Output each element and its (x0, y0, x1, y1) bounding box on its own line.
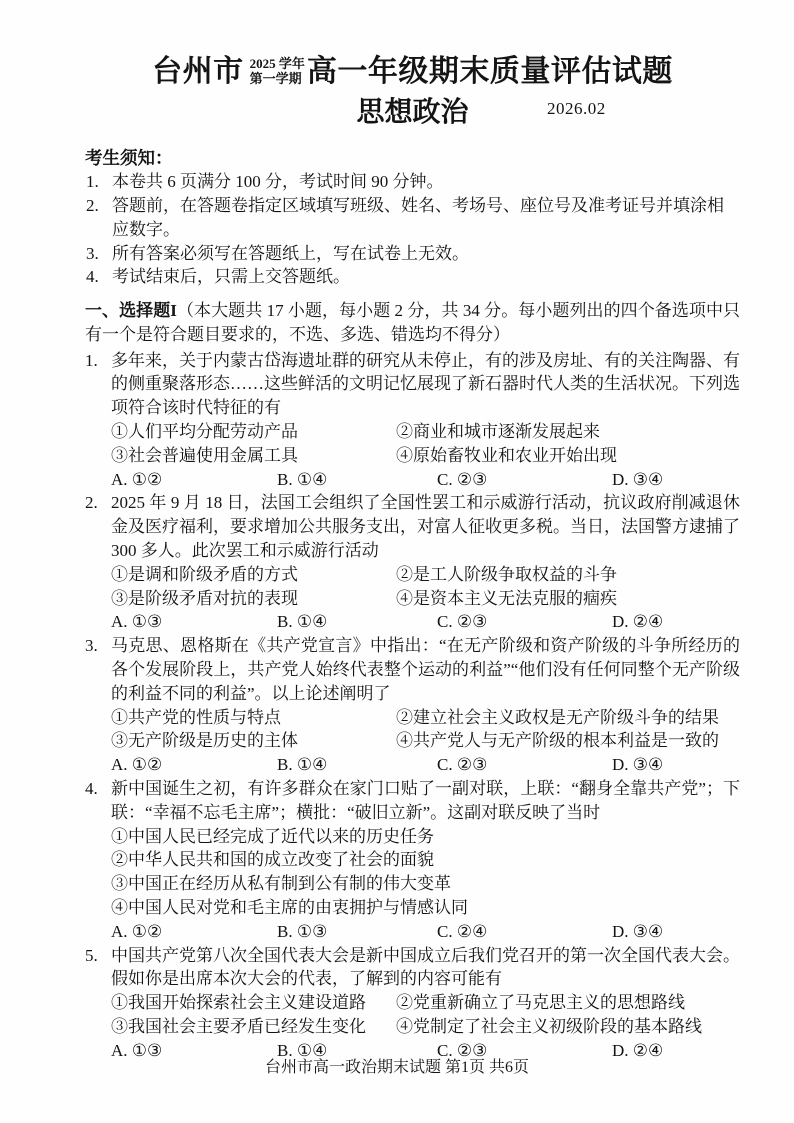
choice-b: B. ①④ (277, 755, 328, 775)
question-options (111, 825, 740, 920)
question-2 (85, 491, 740, 634)
choice-a: A. ①② (111, 469, 163, 489)
option-1: ①共产党的性质与特点 (111, 707, 281, 727)
question-stem: 新中国诞生之初，有许多群众在家门口贴了一副对联，上联：“翻身全靠共产党”；下联：“幸福不忘毛主席”；横批：“破旧立新”。这副对联反映了当时 (111, 779, 740, 822)
exam-city: 台州市 (152, 55, 244, 88)
option-4: ④党制定了社会主义初级阶段的基本路线 (396, 1017, 702, 1036)
section-title: 一、选择题I (85, 301, 177, 321)
exam-term-stack (250, 56, 305, 86)
question-stem: 中国共产党第八次全国代表大会是新中国成立后我们党召开的第一次全国代表大会。假如你是出席本次大会的代表，了解到的内容可能有 (111, 945, 740, 989)
choice-a: A. ①② (111, 755, 163, 775)
notice-item (85, 194, 740, 242)
option-4: ④是资本主义无法克服的痼疾 (396, 588, 617, 608)
choice-d: D. ②④ (612, 612, 664, 632)
question-number: 3. (85, 636, 98, 656)
choice-d: D. ③④ (612, 755, 664, 775)
option-2: ②中华人民共和国的成立改变了社会的面貌 (111, 850, 434, 870)
choice-b: B. ①④ (277, 612, 328, 632)
question-number: 1. (85, 350, 98, 370)
exam-title-rest: 高一年级期末质量评估试题 (306, 55, 673, 88)
choice-d: D. ③④ (612, 921, 664, 941)
choice-a: A. ①② (111, 921, 163, 941)
choice-d: D. ②④ (612, 1040, 664, 1060)
exam-header (85, 52, 740, 132)
answer-choices (111, 468, 740, 492)
question-number: 5. (85, 945, 98, 965)
answer-choices (111, 610, 740, 634)
option-4: ④中国人民对党和毛主席的由衷拥护与情感认同 (111, 898, 468, 918)
option-4: ④原始畜牧业和农业开始出现 (396, 445, 617, 465)
choice-b: B. ①③ (277, 921, 328, 941)
notice-item (85, 170, 740, 194)
candidate-notice (85, 146, 740, 289)
question-stem: 多年来，关于内蒙古岱海遗址群的研究从未停止，有的涉及房址、有的关注陶器、有的侧重聚落形态……这些鲜活的文明记忆展现了新石器时代人类的生活状况。下列选项符合该时代特征的有 (111, 350, 740, 418)
option-2: ②商业和城市逐渐发展起来 (396, 422, 600, 442)
exam-term-semester: 第一学期 (249, 71, 302, 87)
option-2: ②建立社会主义政权是无产阶级斗争的结果 (396, 707, 719, 727)
question-5 (85, 944, 740, 1063)
choice-c: C. ②③ (437, 755, 488, 775)
notice-item (85, 242, 740, 266)
notice-item-text: 考试结束后，只需上交答题纸。 (112, 267, 350, 287)
option-3: ③是阶级矛盾对抗的表现 (111, 588, 298, 608)
answer-choices (111, 920, 740, 944)
choice-a: A. ①③ (111, 1040, 163, 1060)
question-stem: 马克思、恩格斯在《共产党宣言》中指出：“在无产阶级和资产阶级的斗争所经历的各个发展阶段上，共产党人始终代表整个运动的利益”“他们没有任何同整个无产阶级的利益不同的利益”。以上论述阐明了 (111, 636, 740, 703)
option-3: ③我国社会主要矛盾已经发生变化 (111, 1017, 366, 1036)
question-options (111, 563, 740, 611)
question-3 (85, 634, 740, 777)
exam-subject: 思想政治 (356, 97, 469, 129)
question-number: 2. (85, 493, 98, 513)
notice-heading: 考生须知： (85, 148, 173, 169)
choice-d: D. ③④ (612, 469, 664, 489)
notice-item (85, 265, 740, 289)
option-1: ①我国开始探索社会主义建设道路 (111, 993, 366, 1013)
choice-c: C. ②③ (437, 1040, 488, 1060)
answer-choices (111, 753, 740, 777)
exam-title-line (85, 52, 740, 92)
question-4 (85, 777, 740, 944)
exam-date: 2026.02 (547, 99, 606, 119)
notice-item-number: 3. (86, 243, 99, 263)
notice-item-number: 1. (86, 172, 99, 192)
option-3: ③社会普遍使用金属工具 (111, 445, 298, 465)
question-options (111, 420, 740, 468)
section-heading (85, 299, 740, 347)
question-options (111, 706, 740, 754)
notice-item-text: 所有答案必须写在答题纸上，写在试卷上无效。 (112, 243, 469, 263)
question-options (111, 991, 740, 1039)
choice-b: B. ①④ (277, 469, 328, 489)
choice-c: C. ②③ (437, 612, 488, 632)
option-1: ①中国人民已经完成了近代以来的历史任务 (111, 826, 434, 846)
option-3: ③无产阶级是历史的主体 (111, 731, 298, 751)
question-number: 4. (85, 779, 98, 799)
exam-subject-line (85, 94, 740, 132)
page-footer: 台州市高一政治期末试题 第1页 共6页 (264, 1059, 529, 1076)
option-1: ①是调和阶级矛盾的方式 (111, 564, 298, 584)
option-1: ①人们平均分配劳动产品 (111, 422, 298, 442)
notice-item-number: 2. (86, 195, 99, 215)
choice-c: C. ②③ (437, 469, 488, 489)
choice-c: C. ②④ (437, 921, 488, 941)
option-4: ④共产党人与无产阶级的根本利益是一致的 (396, 731, 719, 751)
option-2: ②是工人阶级争取权益的斗争 (396, 564, 617, 584)
notice-item-text: 本卷共 6 页满分 100 分，考试时间 90 分钟。 (112, 172, 444, 192)
question-1 (85, 349, 740, 492)
option-3: ③中国正在经历从私有制到公有制的伟大变革 (111, 874, 451, 894)
section-description: （本大题共 17 小题，每小题 2 分，共 34 分。每小题列出的四个备选项中只有一个是符合题目要求的，不选、多选、错选均不得分） (85, 301, 740, 344)
choice-b: B. ①④ (277, 1040, 328, 1060)
option-2: ②党重新确立了马克思主义的思想路线 (396, 993, 685, 1013)
notice-item-text: 答题前，在答题卷指定区域填写班级、姓名、考场号、座位号及准考证号并填涂相应数字。 (112, 195, 724, 239)
notice-item-number: 4. (86, 267, 99, 287)
choice-a: A. ①③ (111, 612, 163, 632)
question-stem: 2025 年 9 月 18 日，法国工会组织了全国性罢工和示威游行活动，抗议政府削减退休金及医疗福利，要求增加公共服务支出，对富人征收更多税。当日，法国警方逮捕了 300 多人。此次罢工和示威游行活动 (111, 493, 740, 561)
exam-term-year: 2025 学年 (249, 56, 305, 72)
